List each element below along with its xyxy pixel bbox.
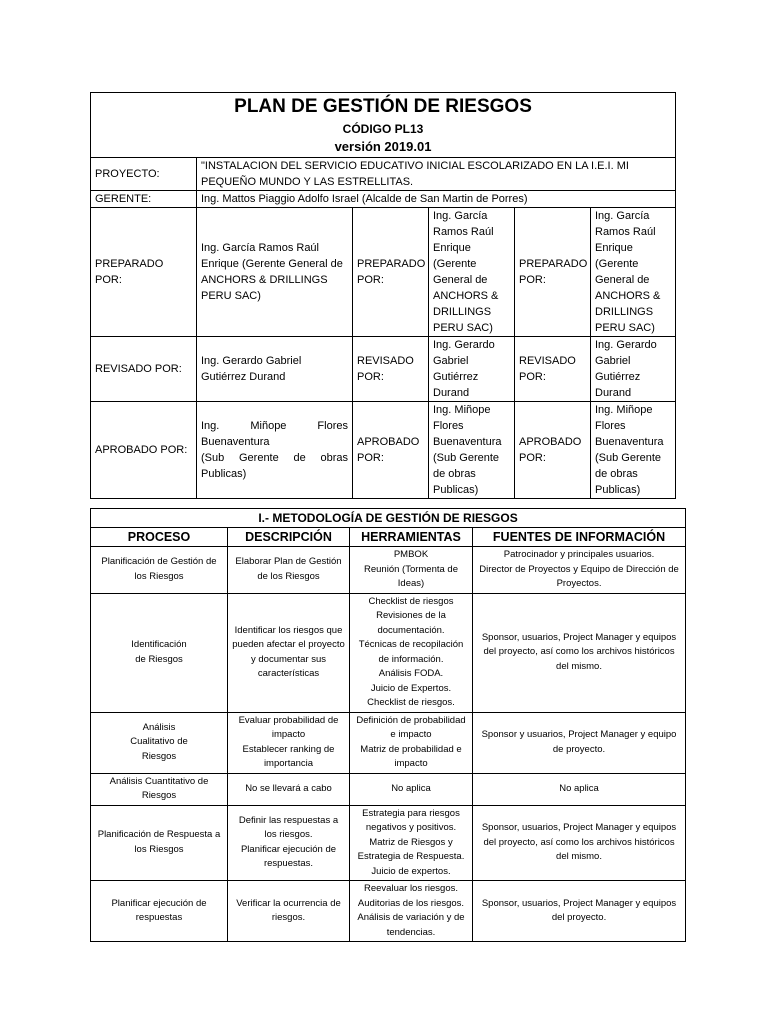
fuentes-cell: Sponsor, usuarios, Project Manager y equipos del proyecto. (473, 881, 686, 942)
table-row (91, 547, 686, 594)
document-version: versión 2019.01 (91, 137, 676, 158)
column-header-fuentes: FUENTES DE INFORMACIÓN (473, 528, 686, 547)
column-header-descripcion: DESCRIPCIÓN (228, 528, 350, 547)
descripcion-cell: No se llevará a cabo (228, 773, 350, 805)
herramientas-cell: Checklist de riesgos Revisiones de la documentación. Técnicas de recopilación de información. Análisis FODA. Juicio de Expertos. Checklist de riesgos. (350, 593, 473, 712)
proceso-cell: Planificación de Respuesta a los Riesgos (91, 805, 228, 881)
reviewed-label-2: REVISADO POR: (353, 337, 429, 402)
proceso-cell: Planificación de Gestión de los Riesgos (91, 547, 228, 594)
column-header-proceso: PROCESO (91, 528, 228, 547)
proceso-cell: Análisis Cuantitativo de Riesgos (91, 773, 228, 805)
methodology-table (90, 508, 686, 942)
herramientas-cell: Definición de probabilidad e impacto Matriz de probabilidad e impacto (350, 712, 473, 773)
proceso-cell: Planificar ejecución de respuestas (91, 881, 228, 942)
table-row (91, 773, 686, 805)
project-value: "INSTALACION DEL SERVICIO EDUCATIVO INICIAL ESCOLARIZADO EN LA I.E.I. MI PEQUEÑO MUNDO Y LAS ESTRELLITAS. (197, 158, 676, 191)
proceso-cell: Análisis Cualitativo de Riesgos (91, 712, 228, 773)
fuentes-cell: Sponsor y usuarios, Project Manager y equipo de proyecto. (473, 712, 686, 773)
fuentes-cell: No aplica (473, 773, 686, 805)
prepared-label: PREPARADO POR: (91, 208, 197, 337)
approved-label-3: APROBADO POR: (515, 402, 591, 499)
reviewed-person-2: Ing. Gerardo Gabriel Gutiérrez Durand (429, 337, 515, 402)
descripcion-cell: Verificar la ocurrencia de riesgos. (228, 881, 350, 942)
herramientas-cell: No aplica (350, 773, 473, 805)
descripcion-cell: Identificar los riesgos que pueden afectar el proyecto y documentar sus características (228, 593, 350, 712)
prepared-person-1: Ing. García Ramos Raúl Enrique (Gerente General de ANCHORS & DRILLINGS PERU SAC) (197, 208, 353, 337)
approved-person-1: Ing. Miñope Flores Buenaventura (Sub Gerente de obras Publicas) (197, 402, 353, 499)
prepared-person-2: Ing. García Ramos Raúl Enrique (Gerente General de ANCHORS & DRILLINGS PERU SAC) (429, 208, 515, 337)
approved-label: APROBADO POR: (91, 402, 197, 499)
descripcion-cell: Elaborar Plan de Gestión de los Riesgos (228, 547, 350, 594)
methodology-section-title: I.- METODOLOGÍA DE GESTIÓN DE RIESGOS (91, 509, 686, 528)
descripcion-cell: Definir las respuestas a los riesgos. Planificar ejecución de respuestas. (228, 805, 350, 881)
table-row (91, 712, 686, 773)
prepared-person-3: Ing. García Ramos Raúl Enrique (Gerente General de ANCHORS & DRILLINGS PERU SAC) (591, 208, 676, 337)
prepared-label-3: PREPARADO POR: (515, 208, 591, 337)
herramientas-cell: PMBOK Reunión (Tormenta de Ideas) (350, 547, 473, 594)
table-row (91, 593, 686, 712)
descripcion-cell: Evaluar probabilidad de impacto Establecer ranking de importancia (228, 712, 350, 773)
herramientas-cell: Estrategia para riesgos negativos y positivos. Matriz de Riesgos y Estrategia de Respuesta. Juicio de expertos. (350, 805, 473, 881)
reviewed-label: REVISADO POR: (91, 337, 197, 402)
document-title: PLAN DE GESTIÓN DE RIESGOS (91, 93, 676, 122)
manager-label: GERENTE: (91, 191, 197, 208)
plan-header-table (90, 92, 676, 499)
column-header-herramientas: HERRAMIENTAS (350, 528, 473, 547)
reviewed-person-3: Ing. Gerardo Gabriel Gutiérrez Durand (591, 337, 676, 402)
project-label: PROYECTO: (91, 158, 197, 191)
reviewed-label-3: REVISADO POR: (515, 337, 591, 402)
document-code: CÓDIGO PL13 (91, 121, 676, 137)
fuentes-cell: Sponsor, usuarios, Project Manager y equipos del proyecto, así como los archivos históricos del mismo. (473, 593, 686, 712)
reviewed-person-1: Ing. Gerardo Gabriel Gutiérrez Durand (197, 337, 353, 402)
herramientas-cell: Reevaluar los riesgos. Auditorias de los riesgos. Análisis de variación y de tendencias. (350, 881, 473, 942)
table-row (91, 805, 686, 881)
prepared-label-2: PREPARADO POR: (353, 208, 429, 337)
table-row (91, 881, 686, 942)
fuentes-cell: Sponsor, usuarios, Project Manager y equipos del proyecto, así como los archivos históricos del mismo. (473, 805, 686, 881)
approved-person-2: Ing. Miñope Flores Buenaventura (Sub Gerente de obras Publicas) (429, 402, 515, 499)
proceso-cell: Identificación de Riesgos (91, 593, 228, 712)
approved-person-3: Ing. Miñope Flores Buenaventura (Sub Gerente de obras Publicas) (591, 402, 676, 499)
approved-label-2: APROBADO POR: (353, 402, 429, 499)
fuentes-cell: Patrocinador y principales usuarios. Director de Proyectos y Equipo de Dirección de Proyectos. (473, 547, 686, 594)
manager-value: Ing. Mattos Piaggio Adolfo Israel (Alcalde de San Martin de Porres) (197, 191, 676, 208)
